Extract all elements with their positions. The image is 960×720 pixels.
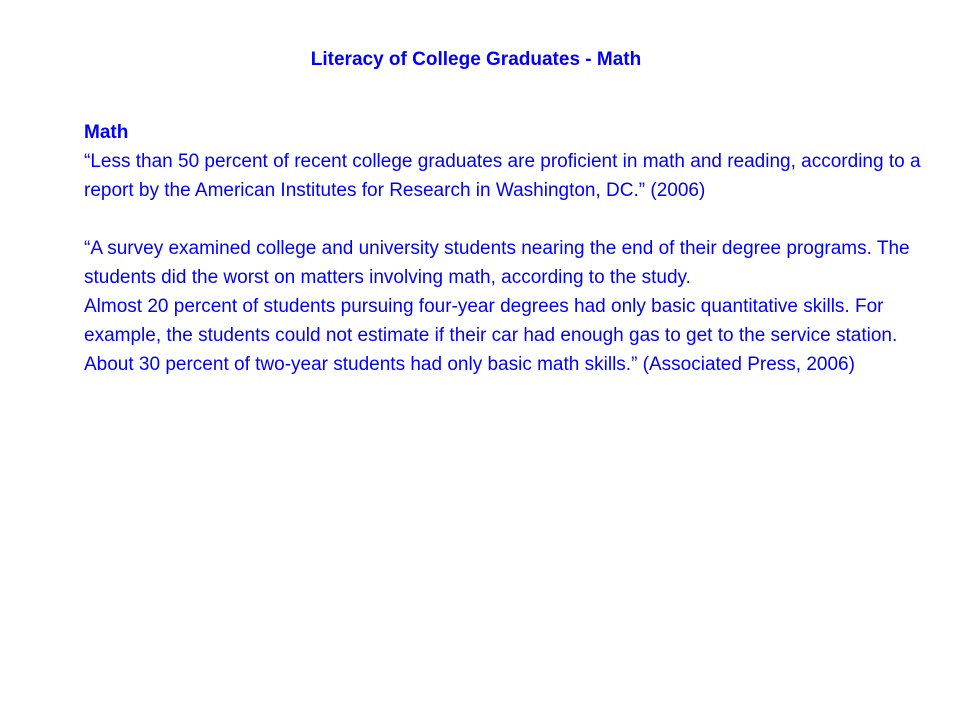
slide-body — [84, 118, 924, 379]
section-heading: Math — [84, 122, 129, 143]
quote-paragraph-1: “Less than 50 percent of recent college graduates are proficient in math and reading, according to a report by the American Institutes for Research in Washington, DC.” (2006) — [84, 151, 921, 201]
paragraph-spacer — [84, 205, 924, 234]
quote-paragraph-3: Almost 20 percent of students pursuing four-year degrees had only basic quantitative skills. For example, the students could not estimate if their car had enough gas to get to the service station. About 30 percent of two-year students had only basic math skills.” (Associated Press, 2006) — [84, 296, 898, 375]
slide-title: Literacy of College Graduates - Math — [310, 49, 642, 70]
quote-paragraph-2: “A survey examined college and university students nearing the end of their degree programs. The students did the worst on matters involving math, according to the study. — [84, 238, 910, 288]
